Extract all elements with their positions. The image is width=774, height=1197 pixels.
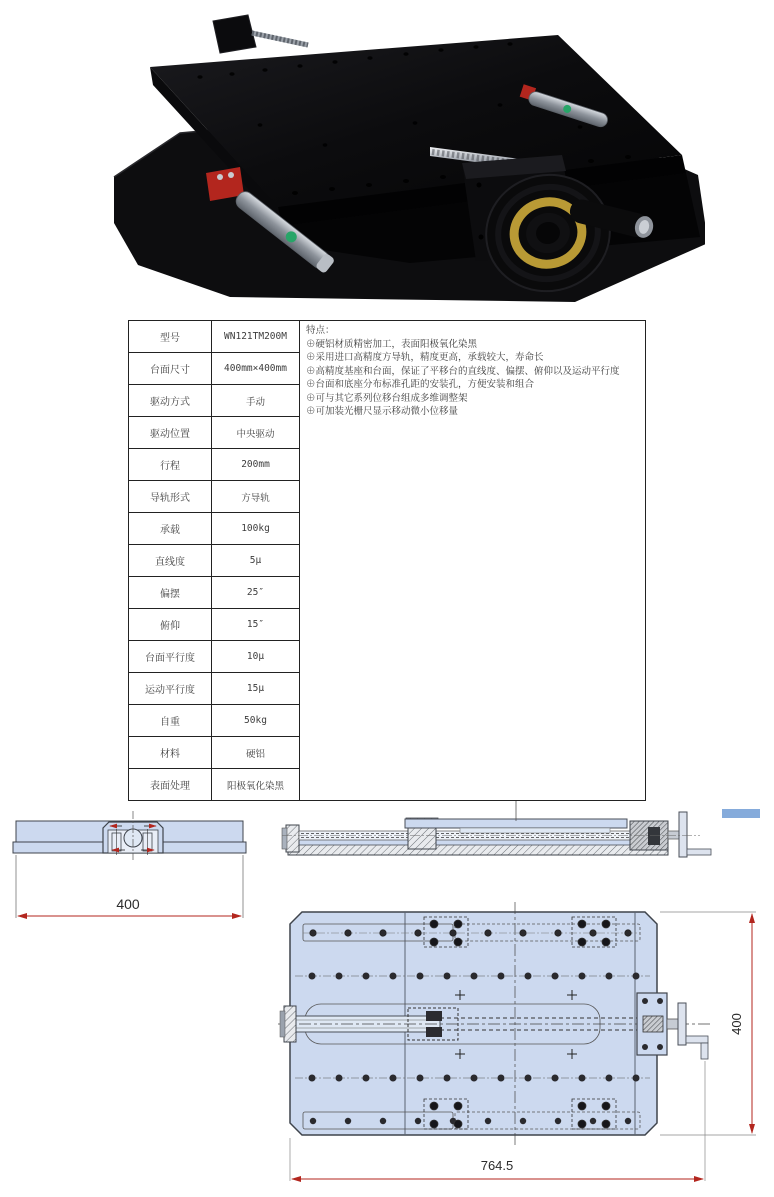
spec-value: 400mm×400mm — [212, 353, 300, 385]
feature-item: ⊕可加装光栅尺显示移动微小位移量 — [306, 406, 459, 417]
accent-bar — [722, 809, 760, 818]
screw-end-block — [213, 15, 256, 53]
spec-label: 直线度 — [129, 545, 212, 577]
spec-label: 运动平行度 — [129, 673, 212, 705]
spec-value: 10μ — [212, 641, 300, 673]
spec-label: 俯仰 — [129, 609, 212, 641]
spec-value: 硬铝 — [212, 737, 300, 769]
feature-item: ⊕采用进口高精度方导轨，精度更高，承载较大，寿命长 — [306, 352, 544, 363]
spec-label: 行程 — [129, 449, 212, 481]
plan-view-width-dimension: 764.5 — [480, 1158, 514, 1173]
spec-label: 驱动方式 — [129, 385, 212, 417]
handwheel-plan — [637, 993, 708, 1059]
features-list — [306, 324, 643, 419]
features-title: 特点： — [306, 325, 335, 336]
spec-label: 台面尺寸 — [129, 353, 212, 385]
spec-value: 阳极氧化染黑 — [212, 769, 300, 801]
spec-label: 台面平行度 — [129, 641, 212, 673]
spec-value: 15″ — [212, 609, 300, 641]
spec-label: 偏摆 — [129, 577, 212, 609]
product-photo — [110, 5, 705, 305]
feature-item: ⊕硬铝材质精密加工，表面阳极氧化染黑 — [306, 338, 478, 350]
spec-value: 15μ — [212, 673, 300, 705]
spec-value: WN121TM200M — [212, 321, 300, 353]
spec-table — [128, 320, 646, 801]
plan-view-drawing — [278, 902, 756, 1181]
plan-view-height-dimension: 400 — [729, 1013, 744, 1035]
spec-label: 承载 — [129, 513, 212, 545]
spec-label: 驱动位置 — [129, 417, 212, 449]
spec-value: 200mm — [212, 449, 300, 481]
end-view-width-dimension: 400 — [116, 896, 140, 912]
spec-label: 自重 — [129, 705, 212, 737]
table-row — [129, 321, 646, 353]
spec-value: 100kg — [212, 513, 300, 545]
spec-value: 25″ — [212, 577, 300, 609]
spec-value: 50kg — [212, 705, 300, 737]
side-view-drawing — [282, 801, 711, 857]
feature-item: ⊕可与其它系列位移台组成多维调整架 — [306, 392, 468, 404]
feature-item: ⊕高精度基座和台面，保证了平移台的直线度、偏摆、俯仰以及运动平行度 — [306, 365, 620, 377]
spec-label: 型号 — [129, 321, 212, 353]
spec-value: 方导轨 — [212, 481, 300, 513]
spec-value: 中央驱动 — [212, 417, 300, 449]
spec-label: 材料 — [129, 737, 212, 769]
end-view-drawing — [13, 811, 246, 918]
spec-value: 手动 — [212, 385, 300, 417]
spec-label: 表面处理 — [129, 769, 212, 801]
features-cell — [300, 321, 646, 801]
feature-item: ⊕台面和底座分布标准孔距的安装孔，方便安装和组合 — [306, 379, 535, 390]
technical-drawings — [0, 797, 774, 1197]
spec-value: 5μ — [212, 545, 300, 577]
spec-label: 导轨形式 — [129, 481, 212, 513]
